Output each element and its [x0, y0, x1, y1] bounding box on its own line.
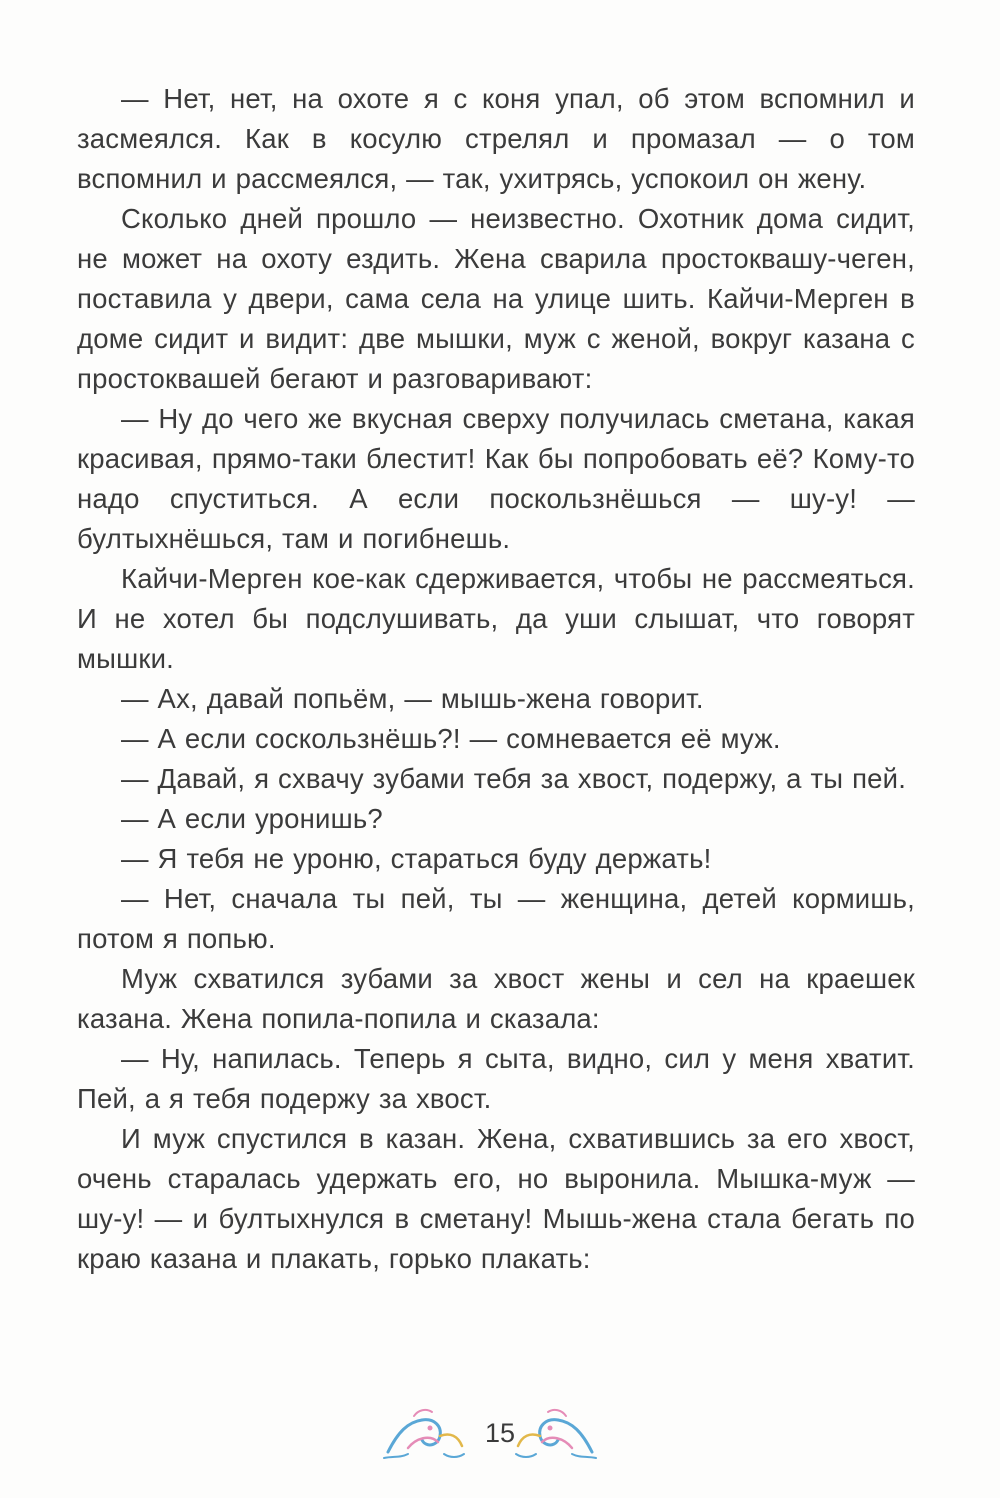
paragraph: — А если уронишь?	[121, 803, 383, 834]
paragraph: — Ну до чего же вкусная сверху получилась сметана, какая красивая, прямо-таки блестит! Как бы попробовать её? Кому-то надо спуститься. А если поскользнёшься — шу-у! — бултыхнёшься, там и погибнешь.	[77, 403, 915, 554]
paragraph: — Ах, давай попьём, — мышь-жена говорит.	[121, 683, 704, 714]
paragraph: Сколько дней прошло — неизвестно. Охотник дома сидит, не может на охоту ездить. Жена сварила простоквашу-чеген, поставила у двери, сама села на улице шить. Кайчи-Мерген в доме сидит и видит: две мышки, муж с женой, вокруг казана с простоквашей бегают и разговаривают:	[77, 203, 915, 394]
paragraph: Муж схватился зубами за хвост жены и сел на краешек казана. Жена попила-попила и сказала:	[77, 963, 915, 1034]
paragraph: — Нет, сначала ты пей, ты — женщина, детей кормишь, потом я попью.	[77, 883, 915, 954]
story-text	[77, 79, 915, 1279]
paragraph: Кайчи-Мерген кое-как сдерживается, чтобы не рассмеяться. И не хотел бы подслушивать, да уши слышат, что говорят мышки.	[77, 563, 915, 674]
paragraph: — Нет, нет, на охоте я с коня упал, об этом вспомнил и засмеялся. Как в косулю стрелял и промазал — о том вспомнил и рассмеялся, — так, ухитрясь, успокоил он жену.	[77, 83, 915, 194]
paragraph: — А если соскользнёшь?! — сомневается её муж.	[121, 723, 781, 754]
paragraph: — Ну, напилась. Теперь я сыта, видно, сил у меня хватит. Пей, а я тебя подержу за хвост.	[77, 1043, 915, 1114]
dragon-ornament-icon	[510, 1402, 602, 1464]
page-number: 15	[484, 1418, 516, 1448]
dragon-ornament-icon	[378, 1402, 470, 1464]
paragraph: И муж спустился в казан. Жена, схватившись за его хвост, очень старалась удержать его, но выронила. Мышка-муж — шу-у! — и бултыхнулся в сметану! Мышь-жена стала бегать по краю казана и плакать, горько плакать:	[77, 1123, 915, 1274]
page-footer	[0, 1402, 1000, 1472]
paragraph: — Я тебя не уроню, стараться буду держать!	[121, 843, 712, 874]
paragraph: — Давай, я схвачу зубами тебя за хвост, подержу, а ты пей.	[121, 763, 907, 794]
